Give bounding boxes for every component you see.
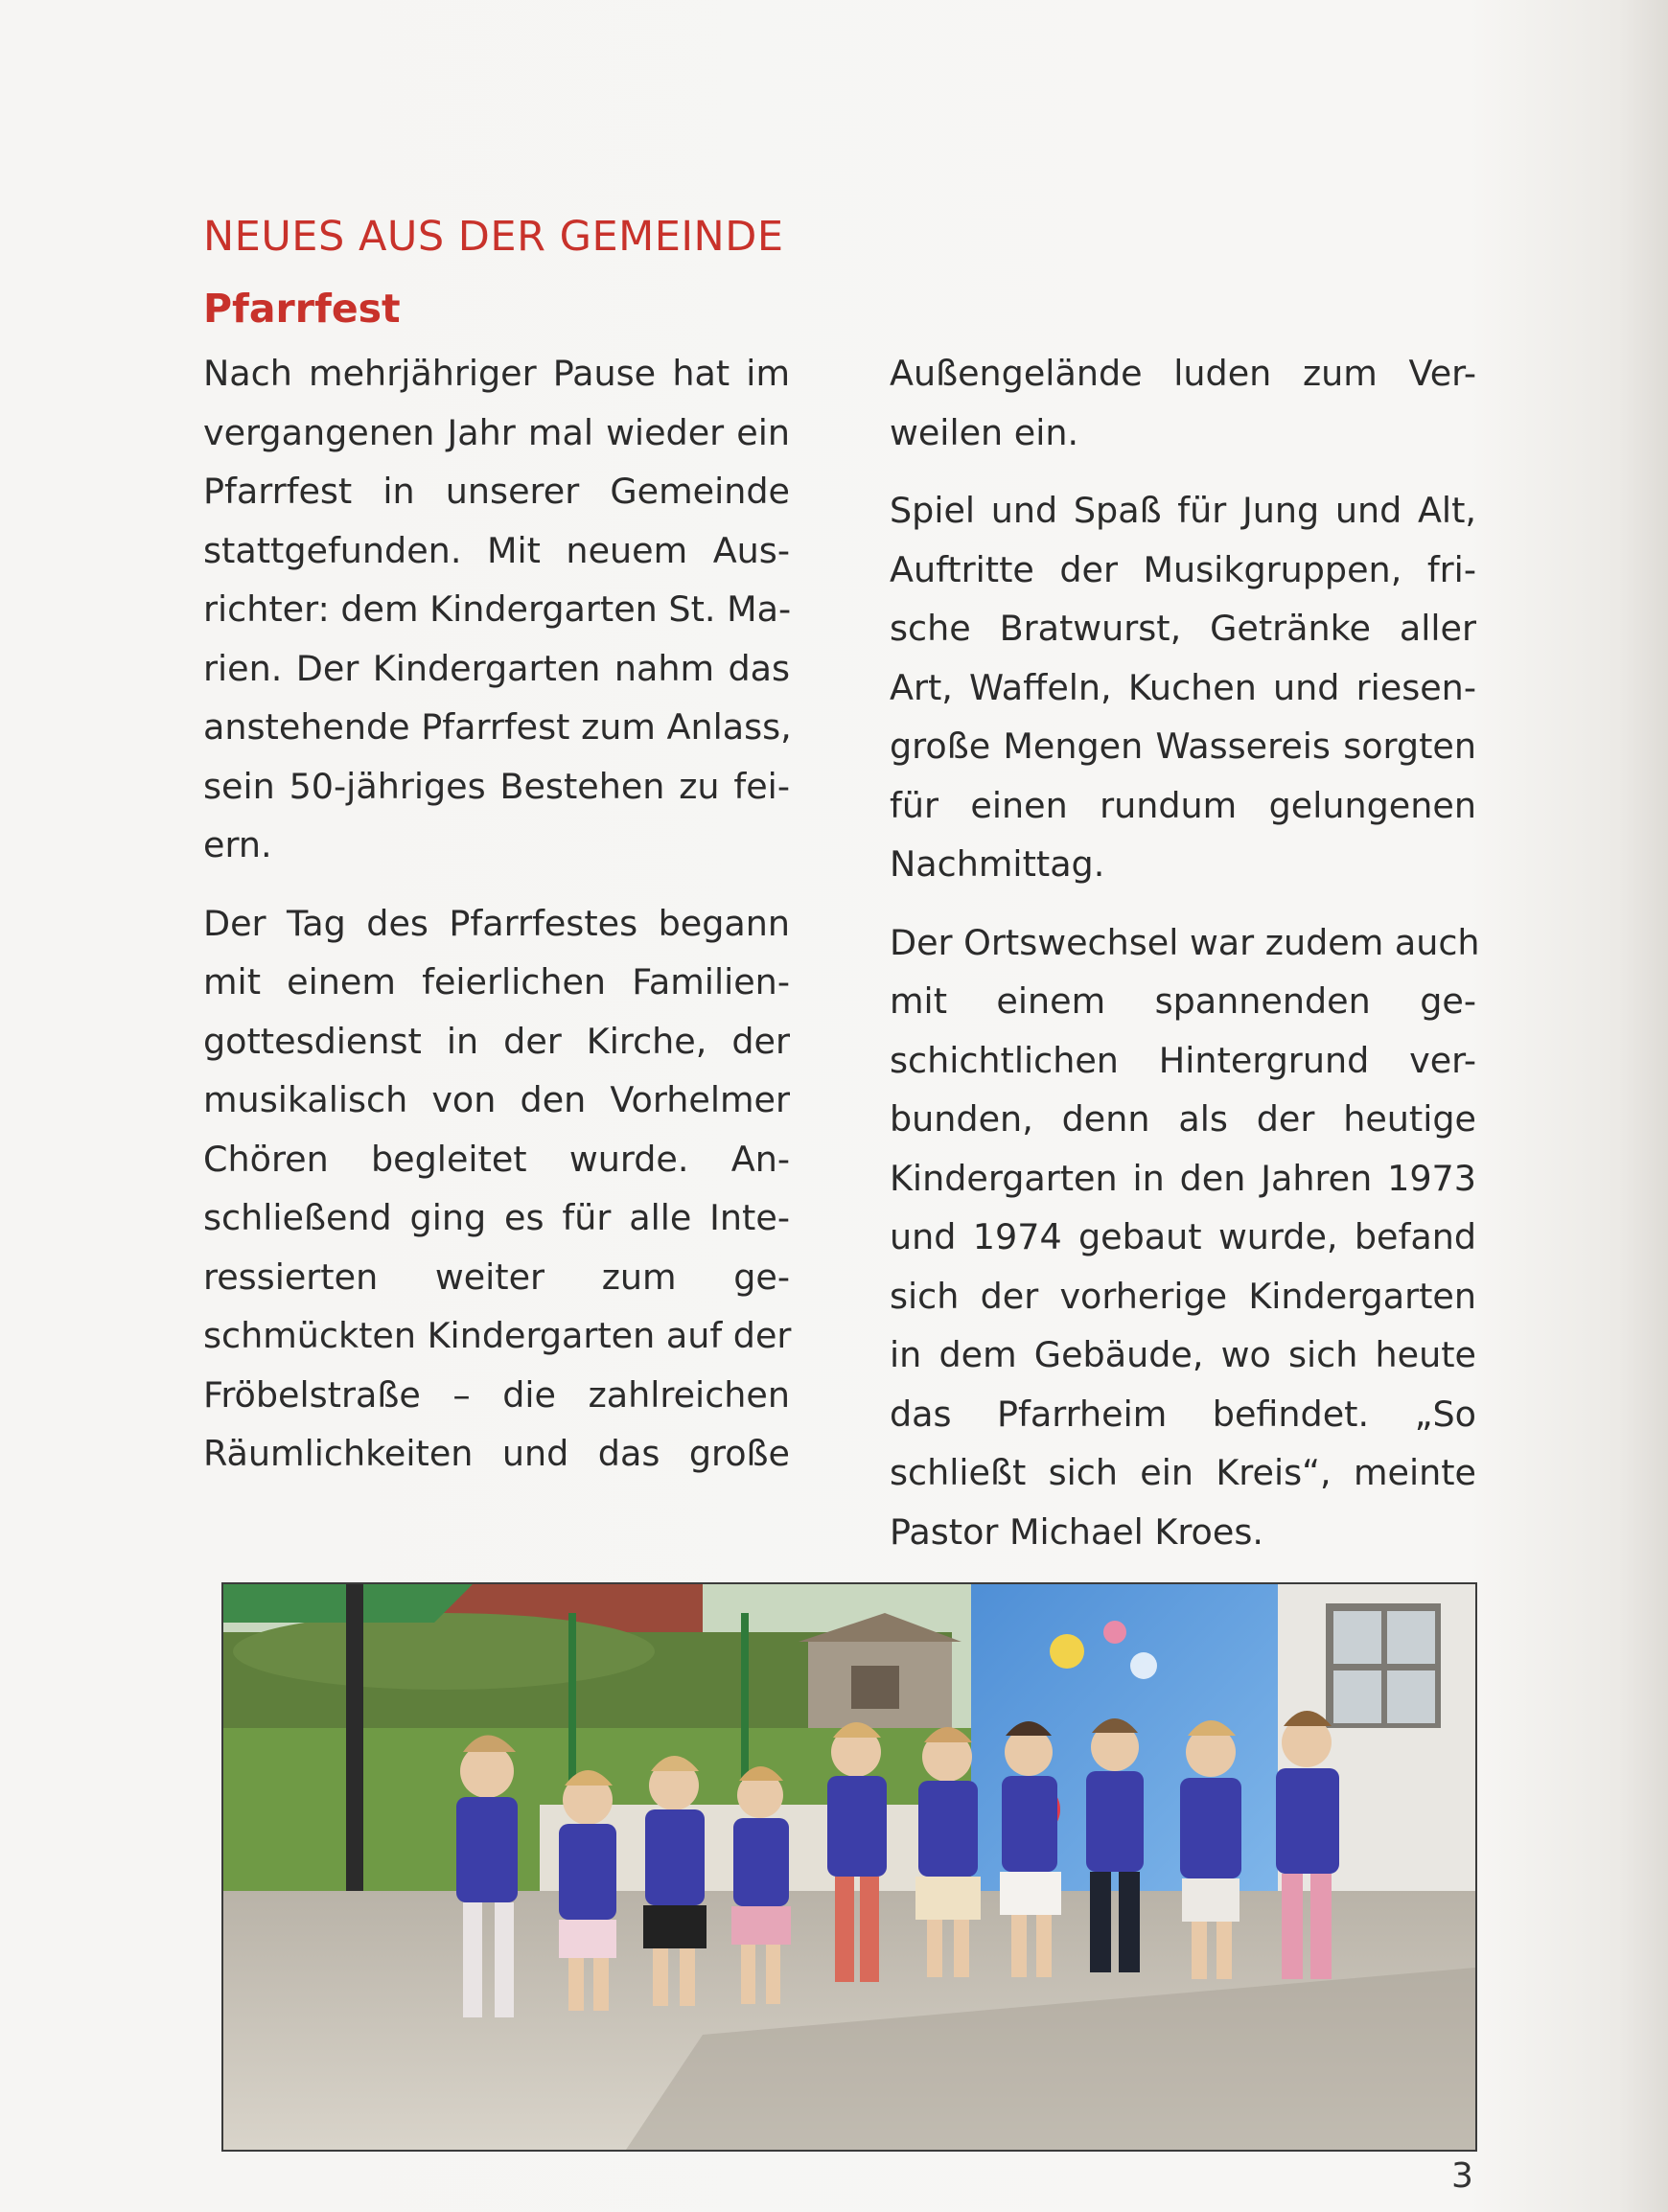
text-column-left [203, 344, 790, 1484]
text-line: für einen rundum gelungenen [890, 784, 1476, 826]
text-line: schichtlichen Hintergrund ver- [890, 1039, 1476, 1081]
section-heading: NEUES AUS DER GEMEINDE [203, 213, 784, 261]
text-line: schließt sich ein Kreis“, meinte [890, 1452, 1476, 1493]
text-line: stattgefunden. Mit neuem Aus- [203, 529, 790, 571]
event-photo [221, 1582, 1477, 2152]
text-line: Der Tag des Pfarrfestes begann [203, 902, 790, 944]
paragraph [890, 344, 1476, 462]
text-line: Außengelände luden zum Ver- [890, 353, 1476, 394]
text-line: Kindergarten in den Jahren 1973 [890, 1157, 1476, 1199]
text-line: große Mengen Wassereis sorgten [890, 726, 1476, 767]
text-line: Fröbelstraße – die zahlreichen [203, 1373, 790, 1416]
text-line: ern. [203, 824, 272, 865]
text-line: sein 50-jähriges Bestehen zu fei- [203, 765, 790, 807]
paragraph [203, 344, 790, 875]
text-line: gottesdienst in der Kirche, der [203, 1020, 790, 1062]
paragraph [203, 894, 790, 1484]
text-line: sche Bratwurst, Getränke aller [890, 608, 1476, 649]
text-line: das Pfarrheim befindet. „So [890, 1393, 1476, 1435]
text-line: Auftritte der Musikgruppen, fri- [890, 548, 1476, 590]
text-line: sich der vorherige Kindergarten [890, 1275, 1476, 1317]
text-line: Der Ortswechsel war zudem auch [890, 921, 1480, 963]
text-line: schmückten Kindergarten auf der [203, 1315, 792, 1356]
text-line: rien. Der Kindergarten nahm das [203, 647, 790, 689]
page-number: 3 [1451, 2156, 1473, 2196]
article-title: Pfarrfest [203, 286, 401, 332]
text-line: mit einem feierlichen Familien- [203, 961, 790, 1002]
text-line: Pfarrfest in unserer Gemeinde [203, 471, 790, 512]
text-line: weilen ein. [890, 411, 1079, 453]
text-column-right [890, 344, 1480, 1561]
text-line: richter: dem Kindergarten St. Ma- [203, 588, 792, 630]
text-line: anstehende Pfarrfest zum Anlass, [203, 706, 792, 748]
text-line: mit einem spannenden ge- [890, 980, 1476, 1022]
text-line: Spiel und Spaß für Jung und Alt, [890, 490, 1476, 531]
text-line: Nach mehrjähriger Pause hat im [203, 353, 790, 394]
text-line: Art, Waffeln, Kuchen und riesen- [890, 666, 1476, 708]
paragraph [890, 913, 1480, 1562]
text-line: Nachmittag. [890, 843, 1105, 885]
paragraph [890, 481, 1476, 894]
text-line: Räumlichkeiten und das große [203, 1433, 790, 1474]
text-line: Chören begleitet wurde. An- [203, 1138, 790, 1180]
text-line: vergangenen Jahr mal wieder ein [203, 411, 790, 453]
text-line: Pastor Michael Kroes. [890, 1510, 1263, 1553]
children-performing-photo [223, 1584, 1475, 2150]
text-line: schließend ging es für alle Inte- [203, 1197, 790, 1238]
text-line: ressierten weiter zum ge- [203, 1256, 790, 1298]
text-line: in dem Gebäude, wo sich heute [890, 1334, 1476, 1375]
text-line: und 1974 gebaut wurde, befand [890, 1216, 1476, 1257]
text-line: musikalisch von den Vorhelmer [203, 1079, 790, 1120]
text-line: bunden, denn als der heutige [890, 1098, 1476, 1140]
